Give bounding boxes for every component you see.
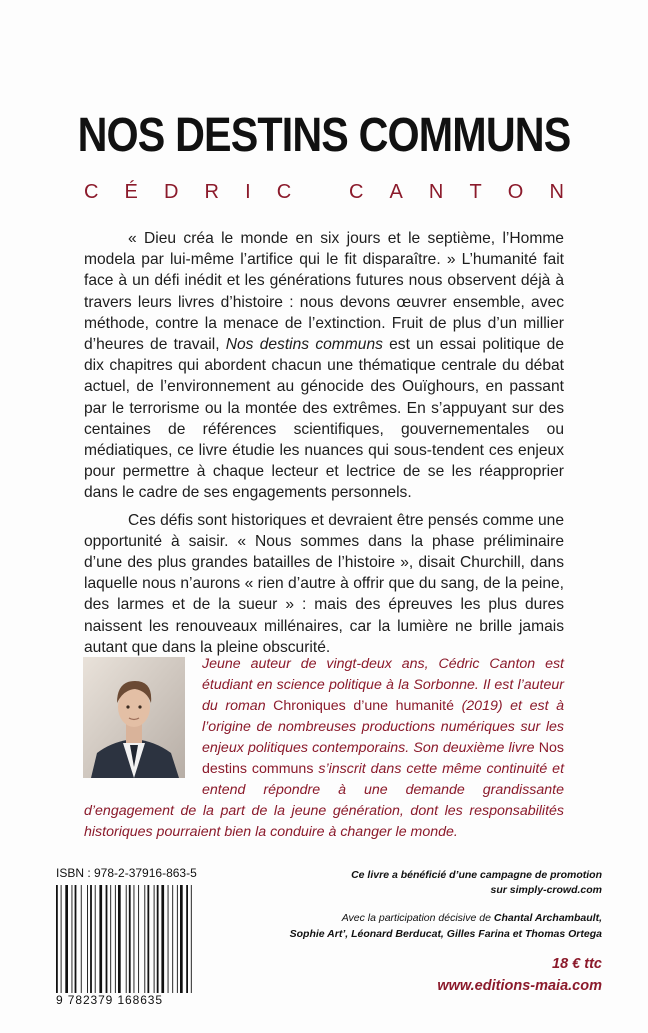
author-letter: É	[124, 181, 138, 203]
price: 18 € ttc	[552, 956, 602, 972]
barcode-bar	[110, 885, 111, 993]
author-letter: C	[348, 181, 364, 203]
barcode-bar	[168, 885, 169, 993]
barcode-bar	[147, 885, 149, 993]
barcode-bar	[90, 885, 92, 993]
barcode-bar	[177, 885, 178, 993]
author-letter: C	[84, 181, 99, 203]
barcode-bar	[172, 885, 173, 993]
author-letter: T	[469, 181, 482, 203]
barcode-bar	[72, 885, 73, 993]
barcode-bar	[75, 885, 77, 993]
isbn: ISBN : 978-2-37916-863-5	[56, 866, 197, 880]
barcode-bar	[118, 885, 121, 993]
bio-book-2: Nos destins communs	[202, 740, 564, 777]
barcode-bar	[56, 885, 58, 993]
barcode-bar	[115, 885, 116, 993]
barcode-bar	[61, 885, 62, 993]
book-title: NOS DESTINS COMMUNS	[77, 109, 571, 162]
barcode-bar	[138, 885, 139, 993]
author-name	[84, 181, 564, 204]
barcode-bar	[161, 885, 164, 993]
summary-paragraph-1: « Dieu créa le monde en six jours et le septième, l’Homme modela par lui-même l’artifice qui le fit disparaître. » L’humanité fait face à un défi inédit et les générations futures nous observent déjà à travers leurs livres d’histoire : nous devons œuvrer ensemble, avec méthode, contre la menace de l’extinction. Fruit de plus d’un millier d’heures de travail, Nos destins communs est un essai politique de dix chapitres qui abordent chacun une thématique centrale du débat actuel, de l’environnement au génocide des Ouïghours, en passant par le terrorisme ou la montée des extrêmes. En s’appuyant sur des centaines de références scientifiques, gouvernementales ou médiatiques, ce livre étudie les nuances qui sous-tendent ces enjeux pour permettre à chaque lecteur et lectrice de se les réapproprier dans le cadre de ses engagements personnels.	[84, 230, 564, 502]
barcode-bar	[99, 885, 102, 993]
author-letter: C	[276, 181, 292, 203]
barcode-bar	[95, 885, 96, 993]
barcode-bar	[180, 885, 183, 993]
publisher-website[interactable]: www.editions-maia.com	[437, 978, 602, 994]
barcode-bar	[191, 885, 192, 993]
author-letter: R	[204, 181, 219, 203]
barcode-bar	[129, 885, 131, 993]
author-letter: N	[549, 181, 564, 203]
summary	[84, 228, 564, 664]
author-letter: O	[507, 181, 524, 203]
author-letter: D	[163, 181, 179, 203]
barcode-bar	[186, 885, 188, 993]
author-letter: A	[389, 181, 403, 203]
barcode-bar	[134, 885, 135, 993]
summary-book-title: Nos destins communs	[225, 336, 383, 354]
barcode	[56, 885, 192, 993]
author-letter: I	[245, 181, 251, 203]
barcode-bar	[144, 885, 145, 993]
partners-note: Avec la participation décisive de Chantal Archambault, Sophie Art’, Léonard Berducat, Gilles Farina et Thomas Ortega	[289, 912, 602, 940]
barcode-bar	[81, 885, 82, 993]
author-letter: N	[428, 181, 444, 203]
barcode-bar	[87, 885, 88, 993]
barcode-bar	[65, 885, 68, 993]
barcode-bar	[106, 885, 108, 993]
promotion-note: Ce livre a bénéficié d’une campagne de promotion sur simply-crowd.com	[351, 869, 602, 896]
barcode-bar	[154, 885, 155, 993]
author-letter	[317, 181, 323, 204]
barcode-bar	[126, 885, 127, 993]
author-photo	[83, 657, 185, 778]
barcode-digits: 9 782379 168635	[56, 993, 163, 1007]
bio-book-1: Chroniques d’une humanité	[273, 698, 454, 714]
barcode-bar	[157, 885, 159, 993]
summary-paragraph-2: Ces défis sont historiques et devraient être pensés comme une opportunité à saisir. « Nous sommes dans la phase préliminaire d’une des plus grandes batailles de l’histoire », disait Churchill, dans laquelle nous n’aurons « rien d’autre à offrir que du sang, de la peine, des larmes et de la sueur » : mais des épreuves les plus dures naissent les renouveaux millénaires, car la lumière ne brille jamais autant que dans la pleine obscurité.	[84, 511, 564, 656]
author-bio: Jeune auteur de vingt-deux ans, Cédric Canton est étudiant en science politique à la Sorbonne. Il est l’auteur du roman Chroniques d’une humanité (2019) et est à l’origine de nombreuses productions numériques sur les enjeux politiques contemporains. Son deuxième livre Nos destins communs s’inscrit dans cette même continuité et entend répondre à une demande grandissante d’engagement de la part de la jeune génération, dont les responsabilités historiques pourraient bien la conduire à changer le monde.	[84, 656, 565, 840]
